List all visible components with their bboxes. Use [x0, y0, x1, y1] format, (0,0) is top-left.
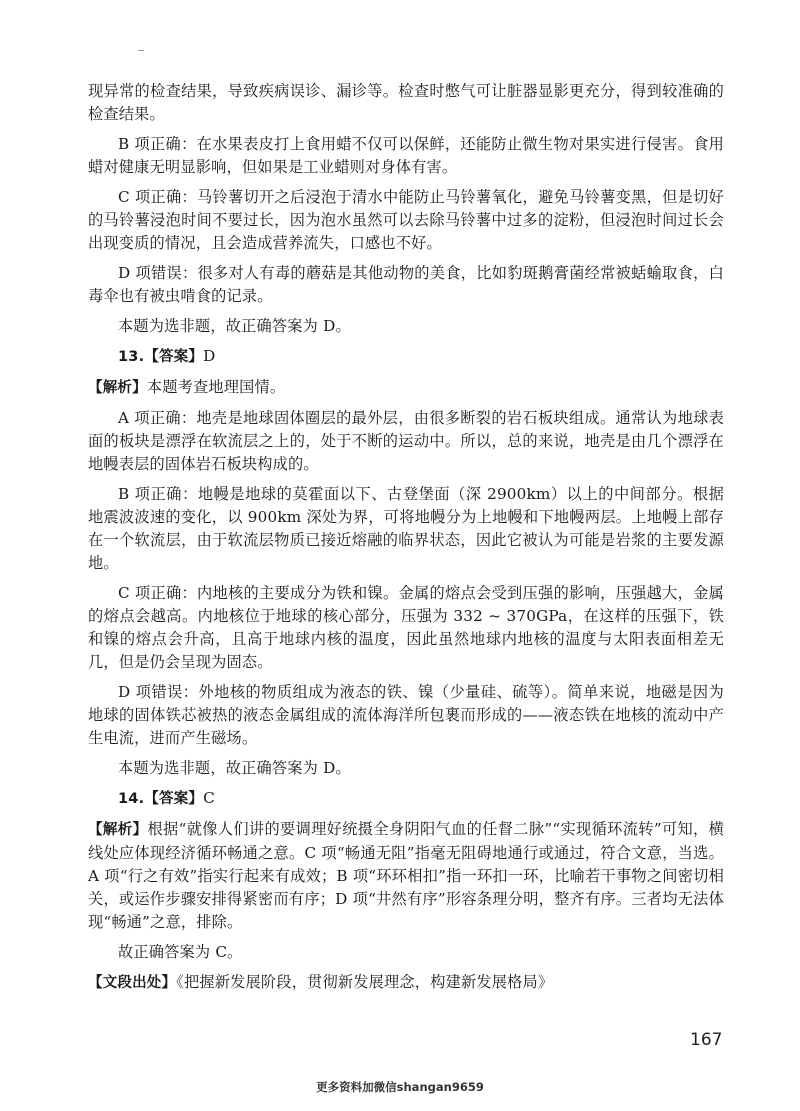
- q13-option-d: D 项错误：外地核的物质组成为液态的铁、镍（少量硅、硫等）。简单来说，地磁是因为地球的固体铁芯被热的液态金属组成的流体海洋所包裹而形成的——液态铁在地核的流动中产生电流，进而产生磁场。: [88, 683, 724, 747]
- q14-answer-tag: 【答案】: [144, 791, 204, 807]
- q13-option-c: C 项正确：内地核的主要成分为铁和镍。金属的熔点会受到压强的影响，压强越大，金属的熔点会越高。内地核位于地球的核心部分，压强为 332 ~ 370GPa，在这样的压强下，铁和镍的熔点会升高，且高于地球内核的温度，因此虽然地球内地核的温度与太阳表面相差无几，但是仍会呈现为固态。: [88, 584, 724, 671]
- q13-answer-tag: 【答案】: [144, 349, 204, 365]
- q14-source-line: [88, 971, 724, 995]
- q13-answer: D: [203, 347, 216, 365]
- q13-option-a: A 项正确：地壳是地球固体圈层的最外层，由很多断裂的岩石板块组成。通常认为地球表面的板块是漂浮在软流层之上的，处于不断的运动中。所以，总的来说，地壳是由几个漂浮在地幔表层的固体岩石板块构成的。: [88, 409, 724, 473]
- q13-conclusion: 本题为选非题，故正确答案为 D。: [118, 759, 351, 777]
- q14-analysis-tag: 【解析】: [88, 822, 148, 838]
- document-body: [88, 80, 724, 1002]
- paragraph-option-b: B 项正确：在水果表皮打上食用蜡不仅可以保鲜，还能防止微生物对果实进行侵害。食用蜡对健康无明显影响，但如果是工业蜡则对身体有害。: [88, 135, 724, 176]
- q13-number: 13.: [118, 349, 145, 365]
- paragraph-continuation: 现异常的检查结果，导致疾病误诊、漏诊等。检查时憋气可让脏器显影更充分，得到较准确的检查结果。: [88, 82, 724, 123]
- q14-analysis-line: [88, 818, 724, 934]
- q13-analysis-line: [88, 376, 724, 400]
- q14-answer-line: [88, 787, 724, 811]
- paragraph-option-c: C 项正确：马铃薯切开之后浸泡于清水中能防止马铃薯氧化，避免马铃薯变黑，但是切好的马铃薯浸泡时间不要过长，因为泡水虽然可以去除马铃薯中过多的淀粉，但浸泡时间过长会出现变质的情况，且会造成营养流失，口感也不好。: [88, 188, 724, 252]
- page-number: 167: [690, 1030, 723, 1050]
- paragraph-option-d: D 项错误：很多对人有毒的蘑菇是其他动物的美食，比如豹斑鹅膏菌经常被蛞蝓取食，白毒伞也有被虫啃食的记录。: [88, 264, 724, 305]
- q14-conclusion: 故正确答案为 C。: [118, 943, 243, 961]
- q14-number: 14.: [118, 791, 145, 807]
- q14-answer: C: [203, 789, 215, 807]
- q13-option-b: B 项正确：地幔是地球的莫霍面以下、古登堡面（深 2900km）以上的中间部分。根据地震波波速的变化，以 900km 深处为界，可将地幔分为上地幔和下地幔两层。上地幔上部存在一个软流层，由于软流层物质已接近熔融的临界状态，因此它被认为可能是岩浆的主要发源地。: [88, 485, 724, 572]
- q14-source: 《把握新发展阶段，贯彻新发展理念，构建新发展格局》: [176, 973, 554, 991]
- footer-note: 更多资料加微信shangan9659: [316, 1080, 484, 1094]
- corner-mark: [138, 50, 144, 51]
- q13-analysis-tag: 【解析】: [88, 380, 147, 396]
- q14-analysis: 根据“就像人们讲的要调理好统摄全身阴阳气血的任督二脉”“实现循环流转”可知，横线处应体现经济循环畅通之意。C 项“畅通无阻”指毫无阻碍地通行或通过，符合文意，当选。A 项“行之有效”指实行起来有成效；B 项“环环相扣”指一环扣一环，比喻若干事物之间密切相关，或运作步骤安排得紧密而有序；D 项“井然有序”形容条理分明，整齐有序。三者均无法体现“畅通”之意，排除。: [88, 820, 724, 931]
- q14-source-tag: 【文段出处】: [88, 975, 177, 991]
- q13-analysis: 本题考查地理国情。: [146, 378, 286, 396]
- q13-answer-line: [88, 345, 724, 369]
- paragraph-conclusion: 本题为选非题，故正确答案为 D。: [118, 317, 351, 335]
